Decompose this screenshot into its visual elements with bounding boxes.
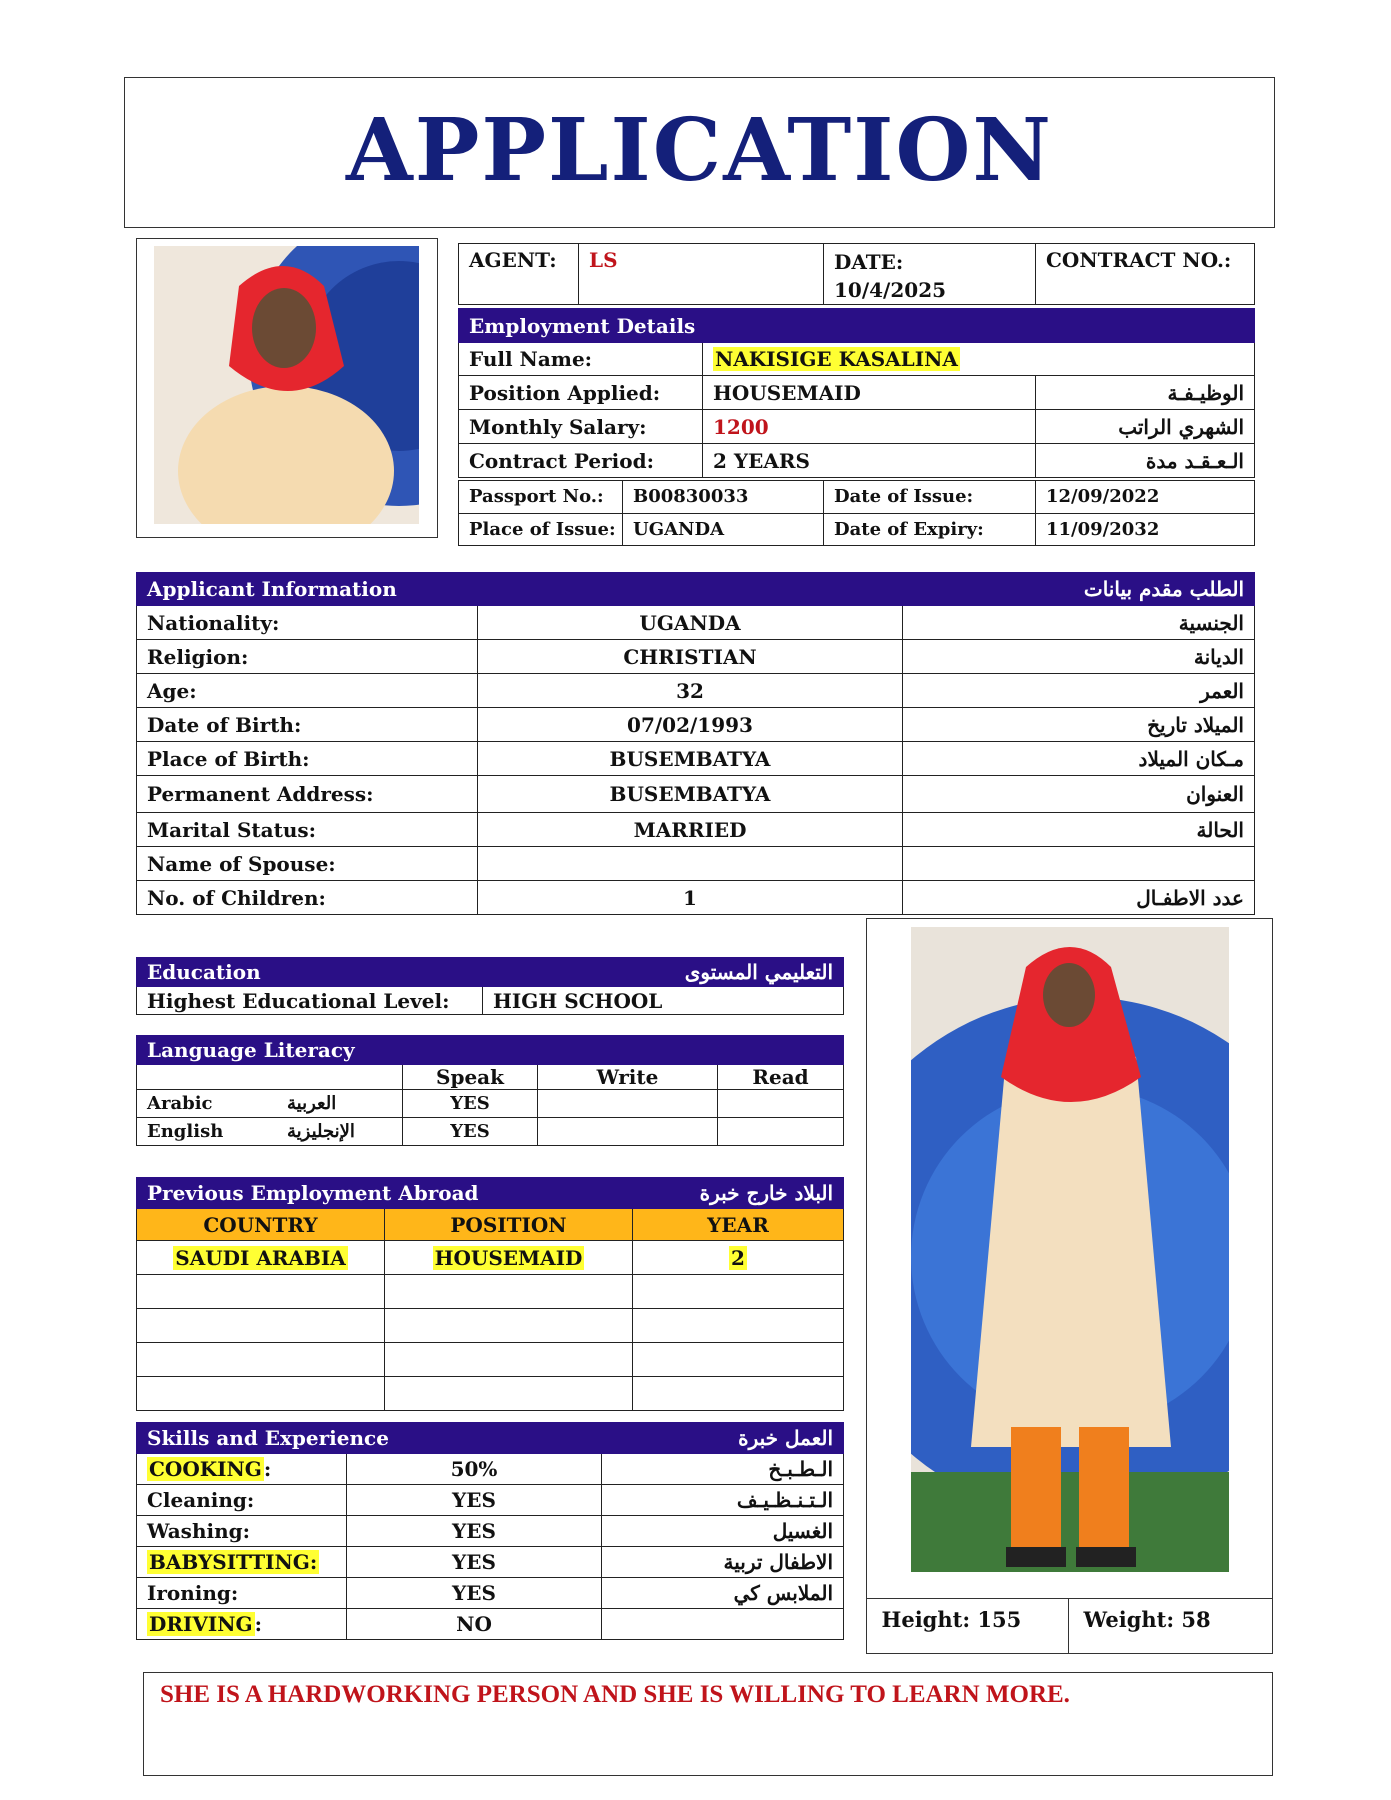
language-name-cell [137, 1118, 403, 1146]
language-read [718, 1118, 844, 1146]
previous-country-cell [137, 1241, 385, 1275]
previous-position-cell [385, 1241, 633, 1275]
previous-year-cell [633, 1343, 844, 1377]
applicant-row [137, 640, 1255, 674]
previous-col-country: COUNTRY [137, 1209, 385, 1241]
contract-period-value: 2 YEARS [703, 444, 1036, 478]
portrait-photo [154, 246, 419, 524]
skill-label: Cleaning: [147, 1488, 255, 1512]
skill-colon: : [254, 1612, 262, 1636]
applicant-label: Age: [137, 674, 478, 708]
skill-arabic: الاطفال تربية [602, 1547, 844, 1578]
language-write [538, 1090, 718, 1118]
applicant-row [137, 847, 1255, 881]
education-section-title: Education [137, 958, 483, 987]
applicant-row [137, 776, 1255, 813]
title-box [124, 77, 1275, 228]
previous-section-title-arabic: البلاد خارج خبرة [633, 1178, 844, 1209]
full-body-photo [911, 927, 1229, 1572]
applicant-information [136, 572, 1254, 915]
language-name-arabic: العربية [287, 1093, 337, 1114]
previous-country-cell [137, 1377, 385, 1411]
language-row [137, 1118, 844, 1146]
skill-value: YES [347, 1516, 602, 1547]
education-level-label: Highest Educational Level: [137, 987, 483, 1015]
agent-label: AGENT: [459, 244, 579, 305]
applicant-value: 1 [478, 881, 903, 915]
previous-row [137, 1309, 844, 1343]
skill-arabic [602, 1609, 844, 1640]
issue-date-label: Date of Issue: [824, 481, 1036, 514]
language-col-speak: Speak [403, 1065, 538, 1090]
position-value: HOUSEMAID [703, 376, 1036, 410]
salary-value: 1200 [703, 410, 1036, 444]
skill-arabic: الملابس كي [602, 1578, 844, 1609]
education-section-title-arabic: التعليمي المستوى [483, 958, 844, 987]
skill-label-cell [137, 1485, 347, 1516]
applicant-section-title: Applicant Information [137, 573, 903, 606]
previous-country-cell [137, 1343, 385, 1377]
applicant-row [137, 606, 1255, 640]
previous-country-cell [137, 1309, 385, 1343]
full-body-photo-frame [866, 918, 1273, 1654]
expiry-date-value: 11/09/2032 [1036, 513, 1255, 546]
applicant-label: Permanent Address: [137, 776, 478, 813]
language-literacy [136, 1035, 843, 1146]
applicant-arabic [903, 847, 1255, 881]
portrait-photo-frame [136, 238, 438, 538]
skill-colon: : [263, 1457, 272, 1481]
previous-position-cell [385, 1343, 633, 1377]
skill-arabic: الـتـنـظـيـف [602, 1485, 844, 1516]
language-col-read: Read [718, 1065, 844, 1090]
position-arabic: الوظيـفـة [1036, 376, 1255, 410]
contract-period-label: Contract Period: [459, 444, 703, 478]
applicant-value: 07/02/1993 [478, 708, 903, 742]
remark-box [143, 1672, 1273, 1776]
place-of-issue-value: UGANDA [623, 513, 824, 546]
language-speak: YES [403, 1118, 538, 1146]
agent-row [458, 243, 1254, 305]
skill-arabic: الـطـبـخ [602, 1454, 844, 1485]
expiry-date-label: Date of Expiry: [824, 513, 1036, 546]
applicant-value: BUSEMBATYA [478, 776, 903, 813]
skill-value: 50% [347, 1454, 602, 1485]
date-label: DATE: [834, 250, 904, 274]
language-col-blank [137, 1065, 403, 1090]
date-cell [824, 244, 1036, 305]
skills-section-title-arabic: العمل خبرة [602, 1423, 844, 1454]
skill-row [137, 1609, 844, 1640]
skill-value: YES [347, 1485, 602, 1516]
agent-value: LS [579, 244, 824, 305]
applicant-arabic: الديانة [903, 640, 1255, 674]
skill-row [137, 1516, 844, 1547]
education-section [136, 957, 843, 1015]
previous-col-position: POSITION [385, 1209, 633, 1241]
previous-row [137, 1377, 844, 1411]
language-speak: YES [403, 1090, 538, 1118]
applicant-arabic: الحالة [903, 813, 1255, 847]
language-name-cell [137, 1090, 403, 1118]
skill-label-cell [137, 1547, 347, 1578]
date-value: 10/4/2025 [834, 278, 947, 302]
applicant-label: Place of Birth: [137, 742, 478, 776]
skill-value: YES [347, 1578, 602, 1609]
skill-label: BABYSITTING: [149, 1550, 318, 1574]
education-level-value: HIGH SCHOOL [483, 987, 844, 1015]
skill-label: Washing: [147, 1519, 250, 1543]
applicant-row [137, 674, 1255, 708]
skill-label: COOKING [149, 1457, 262, 1481]
previous-position-cell [385, 1275, 633, 1309]
body-stats [866, 1598, 1273, 1655]
height-cell [866, 1599, 1069, 1654]
salary-label: Monthly Salary: [459, 410, 703, 444]
applicant-label: Name of Spouse: [137, 847, 478, 881]
previous-row [137, 1275, 844, 1309]
applicant-label: Religion: [137, 640, 478, 674]
applicant-row [137, 708, 1255, 742]
previous-country: SAUDI ARABIA [175, 1245, 346, 1270]
previous-row [137, 1241, 844, 1275]
applicant-row [137, 813, 1255, 847]
place-of-issue-label: Place of Issue: [459, 513, 623, 546]
passport-no-label: Passport No.: [459, 481, 623, 514]
applicant-row [137, 881, 1255, 915]
language-name: English [147, 1121, 224, 1142]
applicant-value: UGANDA [478, 606, 903, 640]
previous-position: HOUSEMAID [434, 1245, 583, 1270]
skills-section-title: Skills and Experience [137, 1423, 602, 1454]
applicant-section-title-arabic: الطلب مقدم بيانات [903, 573, 1255, 606]
skills-section [136, 1422, 843, 1640]
applicant-value: BUSEMBATYA [478, 742, 903, 776]
previous-country-cell [137, 1275, 385, 1309]
contract-period-arabic: الـعـقـد مدة [1036, 444, 1255, 478]
skill-arabic: الغسيل [602, 1516, 844, 1547]
applicant-label: Marital Status: [137, 813, 478, 847]
applicant-value: CHRISTIAN [478, 640, 903, 674]
applicant-value: 32 [478, 674, 903, 708]
salary-arabic: الشهري الراتب [1036, 410, 1255, 444]
page-title: APPLICATION [346, 100, 1053, 201]
language-name: Arabic [147, 1093, 213, 1114]
employment-details [458, 308, 1254, 477]
language-write [538, 1118, 718, 1146]
issue-date-value: 12/09/2022 [1036, 481, 1255, 514]
remark-text: SHE IS A HARDWORKING PERSON AND SHE IS WILLING TO LEARN MORE. [160, 1681, 1070, 1708]
applicant-value [478, 847, 903, 881]
previous-position-cell [385, 1377, 633, 1411]
language-name-arabic: الإنجليزية [287, 1121, 355, 1142]
previous-year-cell [633, 1309, 844, 1343]
previous-year: 2 [731, 1245, 745, 1270]
skill-row [137, 1485, 844, 1516]
previous-position-cell [385, 1309, 633, 1343]
skill-value: YES [347, 1547, 602, 1578]
language-row [137, 1090, 844, 1118]
passport-no-value: B00830033 [623, 481, 824, 514]
language-col-write: Write [538, 1065, 718, 1090]
full-name-cell [703, 343, 1255, 376]
skill-row [137, 1578, 844, 1609]
previous-row [137, 1343, 844, 1377]
applicant-label: No. of Children: [137, 881, 478, 915]
previous-year-cell [633, 1377, 844, 1411]
height-value: Height: 155 [881, 1607, 1022, 1632]
skill-row [137, 1454, 844, 1485]
applicant-arabic: الميلاد تاريخ [903, 708, 1255, 742]
applicant-arabic: مـكان الميلاد [903, 742, 1255, 776]
applicant-arabic: عدد الاطفـال [903, 881, 1255, 915]
language-read [718, 1090, 844, 1118]
skill-label-cell [137, 1578, 347, 1609]
full-name-value: NAKISIGE KASALINA [715, 347, 958, 371]
applicant-arabic: الجنسية [903, 606, 1255, 640]
contract-label: CONTRACT NO.: [1046, 248, 1232, 272]
skill-row [137, 1547, 844, 1578]
skill-label: DRIVING [149, 1612, 253, 1636]
skill-value: NO [347, 1609, 602, 1640]
skill-label-cell [137, 1609, 347, 1640]
skill-label: Ironing: [147, 1581, 239, 1605]
passport-details [458, 480, 1254, 546]
applicant-label: Nationality: [137, 606, 478, 640]
applicant-label: Date of Birth: [137, 708, 478, 742]
language-section-title: Language Literacy [137, 1036, 844, 1065]
skill-label-cell [137, 1454, 347, 1485]
applicant-arabic: العنوان [903, 776, 1255, 813]
weight-value: Weight: 58 [1083, 1607, 1211, 1632]
previous-year-cell [633, 1275, 844, 1309]
skill-label-cell [137, 1516, 347, 1547]
previous-section-title: Previous Employment Abroad [137, 1178, 633, 1209]
applicant-arabic: العمر [903, 674, 1255, 708]
employment-section-title: Employment Details [459, 309, 1255, 343]
weight-cell [1069, 1599, 1273, 1654]
applicant-row [137, 742, 1255, 776]
contract-cell [1036, 244, 1255, 305]
applicant-value: MARRIED [478, 813, 903, 847]
position-label: Position Applied: [459, 376, 703, 410]
previous-year-cell [633, 1241, 844, 1275]
previous-employment [136, 1177, 843, 1411]
previous-col-year: YEAR [633, 1209, 844, 1241]
full-name-label: Full Name: [459, 343, 703, 376]
